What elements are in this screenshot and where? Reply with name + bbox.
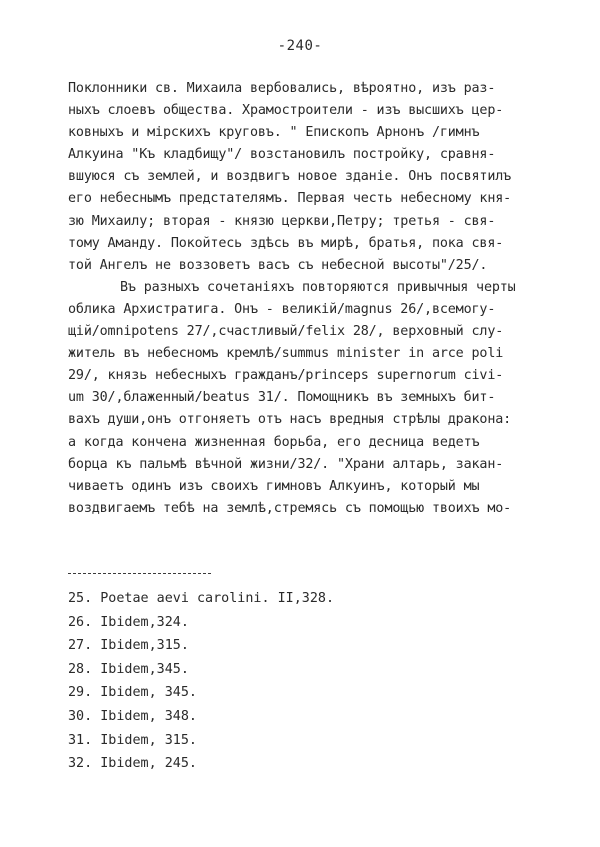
text-line: борца къ пальмѣ вѣчной жизни/32/. "Храни алтарь, закан- (68, 456, 504, 472)
text-line: Алкуина "Къ кладбищу"/ возстановилъ постройку, сравня- (68, 147, 496, 163)
footnote: 31. Ibidem, 315. (68, 732, 197, 748)
text-line: вшуюся съ землей, и воздвигъ новое зданіе. Онъ посвятилъ (68, 169, 512, 185)
text-line: um 30/,блаженный/beatus 31/. Помощникъ въ земныхъ бит- (68, 390, 496, 406)
text-line: щій/omnipotens 27/,счастливый/felix 28/, верховный слу- (68, 324, 504, 340)
text-line: облика Архистратига. Онъ - великій/magnus 26/,всемогу- (68, 301, 496, 317)
text-line: ныхъ слоевъ общества. Храмостроители - изъ высшихъ цер- (68, 103, 504, 119)
footnote: 30. Ibidem, 348. (68, 708, 197, 724)
footnote: 28. Ibidem,345. (68, 661, 189, 677)
body-text (68, 78, 568, 520)
footnote: 32. Ibidem, 245. (68, 756, 197, 772)
text-line: той Ангелъ не воззоветъ васъ съ небесной высоты"/25/. (68, 257, 488, 273)
footnote: 26. Ibidem,324. (68, 614, 189, 630)
text-line: воздвигаемъ тебѣ на землѣ,стремясь съ помощью твоихъ мо- (68, 500, 512, 516)
footnote: 27. Ibidem,315. (68, 638, 189, 654)
footnotes (68, 587, 468, 776)
text-line: тому Аманду. Покойтесь здѣсь въ мирѣ, братья, пока свя- (68, 235, 504, 251)
text-line: вахъ души,онъ отгоняетъ отъ насъ вредныя стрѣлы дракона: (68, 412, 512, 428)
footnote: 29. Ibidem, 345. (68, 685, 197, 701)
text-line: Поклонники св. Михаила вербовались, вѣроятно, изъ раз- (68, 81, 496, 96)
text-line: а когда кончена жизненная борьба, его десница ведетъ (68, 434, 480, 450)
text-line: Въ разныхъ сочетаніяхъ повторяются привычныя черты (120, 279, 516, 295)
text-line: 29/, князь небесныхъ гражданъ/princeps supernorum civi- (68, 368, 504, 384)
page-number: -240- (277, 38, 323, 54)
text-line: чиваетъ одинъ изъ своихъ гимновъ Алкуинъ, который мы (68, 478, 480, 494)
footnote: 25. Poetae aevi carolini. II,328. (68, 591, 335, 606)
footnote-separator (68, 573, 211, 574)
text-line: ковныхъ и мірскихъ круговъ. " Епископъ Арнонъ /гимнъ (68, 125, 480, 141)
text-line: зю Михаилу; вторая - князю церкви,Петру; третья - свя- (68, 213, 496, 229)
text-line: его небеснымъ предстателямъ. Первая честь небесному кня- (68, 191, 512, 207)
text-line: житель въ небесномъ кремлѣ/summus minister in arce poli (68, 346, 504, 362)
